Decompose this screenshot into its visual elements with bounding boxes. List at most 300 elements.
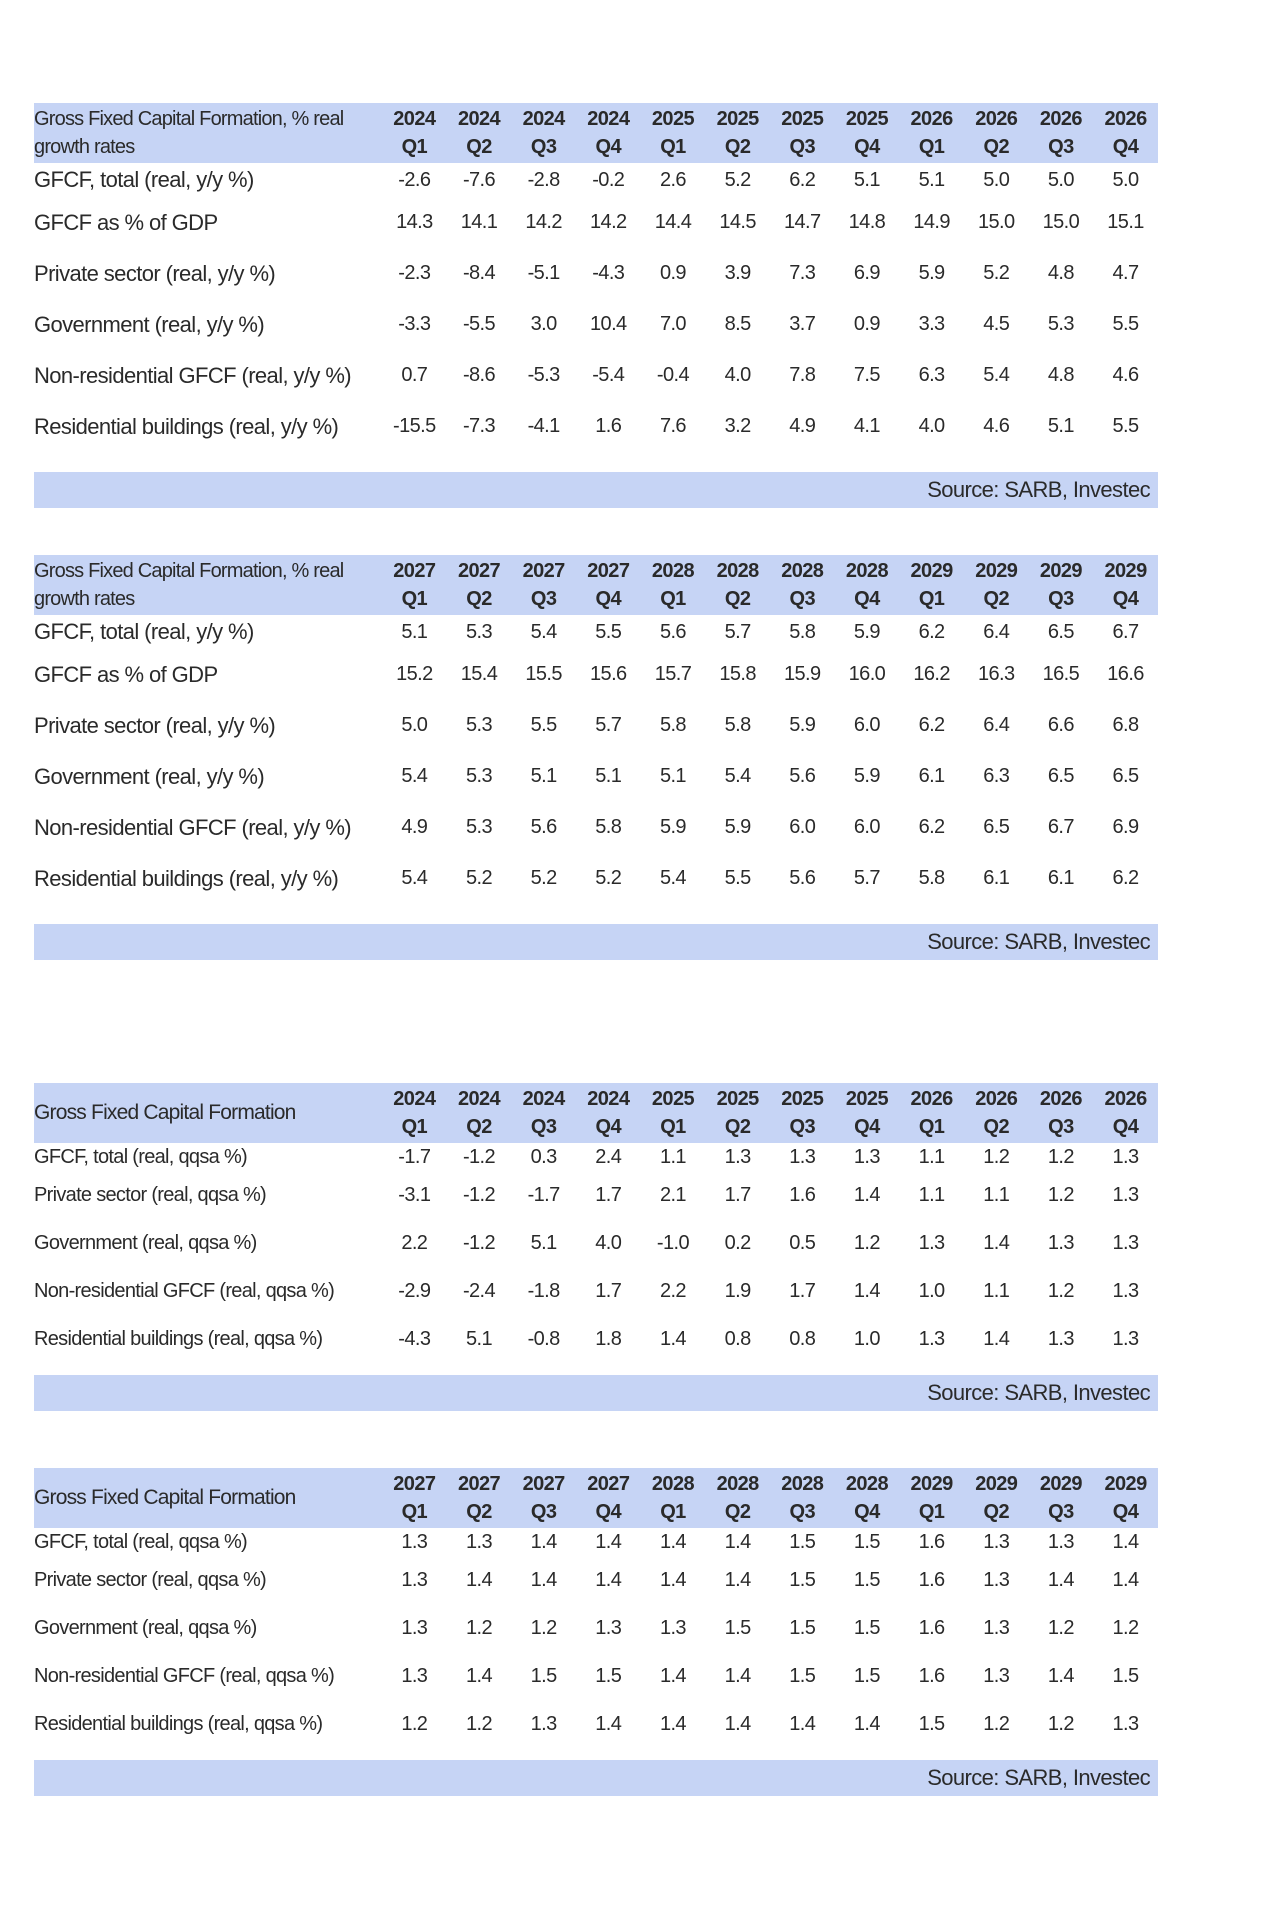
table-cell: 16.5 [1042,663,1080,685]
table-cell: 15.0 [1042,211,1080,233]
table-cell: 0.3 [530,1145,557,1168]
column-year: 2024 [587,108,630,130]
column-header [511,1085,576,1141]
table-cell: 1.5 [530,1664,557,1687]
column-header [382,1470,447,1526]
column-year: 2027 [457,1473,501,1495]
table-cell: 1.4 [595,1568,622,1591]
table-cell: 1.4 [659,1664,686,1687]
table-qqsa-2024-2026 [34,1083,1158,1411]
column-header [576,1085,641,1141]
table-cell: 6.7 [1047,816,1074,838]
column-year: 2025 [651,108,694,130]
table-cell: -15.5 [393,415,436,437]
table-cell: 0.9 [853,313,880,335]
column-quarter: Q4 [595,588,622,610]
column-header [770,557,835,613]
column-header [511,557,576,613]
table-cell: 1.5 [1112,1664,1139,1687]
table-cell: 5.4 [659,867,686,889]
table-cell: 1.4 [659,1327,686,1350]
column-year: 2026 [1104,108,1147,130]
column-year: 2029 [910,1473,953,1495]
table-cell: 14.5 [719,211,756,233]
table-cell: 1.4 [853,1183,880,1206]
column-header [1029,1085,1094,1141]
table-cell: 15.9 [784,663,821,685]
table-cell: 5.5 [1112,415,1139,437]
table-cell: 4.5 [983,313,1010,335]
table-cell: 5.3 [465,714,492,736]
table-cell: 4.9 [789,415,816,437]
column-quarter: Q1 [401,1116,428,1138]
table-cell: 6.1 [918,765,945,787]
table-cell: 6.3 [918,364,945,386]
column-header [576,1470,641,1526]
table-cell: 1.4 [1112,1568,1139,1591]
column-year: 2024 [393,1088,436,1110]
table-cell: 1.4 [465,1664,492,1687]
table-cell: 1.4 [530,1568,557,1591]
table-cell: 14.2 [590,211,627,233]
table-cell: 1.1 [983,1183,1010,1206]
table-cell: 14.3 [396,211,433,233]
table-cell: -3.1 [398,1183,431,1206]
table-cell: 1.3 [1112,1145,1139,1168]
row-label: Non-residential GFCF (real, qqsa %) [34,1664,335,1687]
table-cell: 1.3 [918,1327,945,1350]
column-year: 2024 [522,108,565,130]
column-year: 2028 [716,1473,759,1495]
table-cell: 4.1 [853,415,880,437]
table-cell: 15.8 [719,663,756,685]
table-cell: -1.2 [462,1183,496,1206]
table-cell: 1.4 [789,1712,816,1735]
column-header [447,1085,512,1141]
table-cell: 1.3 [659,1616,686,1639]
column-quarter: Q1 [918,1116,945,1138]
column-year: 2029 [1104,560,1147,582]
table-cell: -5.4 [592,364,625,386]
table-cell: 15.0 [977,211,1015,233]
column-year: 2025 [781,108,824,130]
table-cell: 1.3 [1047,1530,1074,1553]
row-label: Private sector (real, qqsa %) [34,1568,267,1591]
column-year: 2024 [393,108,436,130]
table-cell: 5.2 [530,867,557,889]
table-cell: -4.3 [398,1327,431,1350]
row-label: Residential buildings (real, qqsa %) [34,1327,323,1350]
table-cell: 5.8 [724,714,751,736]
table-cell: 5.4 [983,364,1010,386]
table-cell: 5.1 [465,1327,492,1350]
table-row [34,1604,1158,1652]
table-cell: 1.3 [1112,1231,1139,1254]
table-cell: 15.1 [1107,211,1144,233]
column-quarter: Q4 [1112,1501,1139,1523]
table-cell: 1.4 [724,1530,751,1553]
column-header [899,557,964,613]
column-year: 2028 [781,1473,824,1495]
column-year: 2026 [1104,1088,1147,1110]
row-label: GFCF, total (real, qqsa %) [34,1530,247,1553]
column-header [705,1470,770,1526]
table-cell: 1.1 [983,1279,1010,1302]
table-cell: 5.8 [789,620,816,643]
table-cell: 5.2 [465,867,492,889]
table-cell: 1.3 [465,1530,492,1553]
table-cell: 6.2 [789,168,816,191]
table-cell: 5.1 [659,765,686,787]
table-cell: 3.9 [724,262,751,284]
table-cell: 0.5 [789,1231,816,1254]
table-cell: 14.2 [525,211,562,233]
table-cell: 1.7 [595,1183,622,1206]
table-cell: 1.4 [659,1568,686,1591]
table-cell: -8.6 [462,364,496,386]
column-header [770,105,835,161]
table-cell: 14.4 [654,211,692,233]
row-label: Government (real, qqsa %) [34,1231,257,1254]
column-header [705,105,770,161]
column-year: 2027 [522,560,565,582]
column-year: 2029 [1039,560,1082,582]
table-cell: 1.1 [918,1145,945,1168]
column-year: 2028 [845,1473,888,1495]
table-header [34,1468,1158,1528]
table-cell: 1.4 [595,1712,622,1735]
table-body [34,615,1158,904]
column-quarter: Q3 [789,1501,815,1523]
column-year: 2025 [845,108,888,130]
column-quarter: Q2 [466,1501,492,1523]
column-year: 2028 [651,1473,694,1495]
row-label: Non-residential GFCF (real, y/y %) [34,814,352,840]
column-header [382,105,447,161]
table-cell: -5.1 [527,262,560,284]
table-cell: -7.6 [462,168,496,191]
column-year: 2025 [716,108,759,130]
column-quarter: Q3 [530,1501,557,1523]
table-cell: 1.1 [659,1145,686,1168]
column-quarter: Q2 [466,1116,492,1138]
source-note: Source: SARB, Investec [34,472,1158,508]
column-header [705,1085,770,1141]
table-cell: -2.8 [527,168,560,191]
column-year: 2026 [975,108,1018,130]
table-cell: 14.1 [460,211,498,233]
column-quarter: Q4 [595,1116,622,1138]
table-cell: -3.3 [398,313,431,335]
table-cell: 1.3 [918,1231,945,1254]
table-cell: 5.2 [595,867,622,889]
table-cell: 3.2 [724,415,751,437]
table-cell: 7.0 [659,313,686,335]
table-body [34,163,1158,452]
row-label: Non-residential GFCF (real, qqsa %) [34,1279,335,1302]
table-cell: 1.3 [401,1664,428,1687]
column-quarter: Q1 [401,136,428,158]
column-header [1093,105,1158,161]
table-cell: 1.2 [983,1712,1010,1735]
column-header [964,1085,1029,1141]
table-cell: 1.6 [918,1530,945,1553]
column-quarter: Q3 [1048,136,1074,158]
column-quarter: Q4 [1112,588,1139,610]
column-header [382,557,447,613]
table-cell: 5.1 [401,620,428,643]
table-cell: 4.0 [595,1231,622,1254]
table-cell: 4.0 [724,364,751,386]
column-header [511,1470,576,1526]
table-cell: 6.0 [853,816,880,838]
table-cell: 1.3 [1047,1231,1074,1254]
table-cell: 5.9 [853,620,880,643]
column-quarter: Q3 [530,1116,557,1138]
table-cell: 1.6 [918,1568,945,1591]
column-quarter: Q3 [1048,588,1074,610]
column-quarter: Q1 [918,588,945,610]
column-year: 2027 [457,560,501,582]
table-cell: 6.8 [1112,714,1139,736]
table-cell: 5.6 [789,867,816,889]
column-quarter: Q1 [660,588,686,610]
table-cell: 5.9 [853,765,880,787]
table-row [34,401,1158,452]
table-cell: 6.6 [1047,714,1074,736]
table-row [34,197,1158,248]
column-quarter: Q3 [530,136,557,158]
table-cell: 8.5 [724,313,751,335]
column-quarter: Q4 [1112,1116,1139,1138]
column-header [1029,557,1094,613]
table-cell: 1.4 [659,1530,686,1553]
table-cell: -2.4 [462,1279,496,1302]
column-year: 2027 [587,1473,630,1495]
table-cell: 1.4 [595,1530,622,1553]
row-label: Residential buildings (real, y/y %) [34,413,339,439]
column-quarter: Q2 [724,1116,751,1138]
table-cell: 5.2 [983,262,1010,284]
table-yy-2024-2026 [34,103,1158,508]
column-header [447,557,512,613]
table-row [34,1267,1158,1315]
table-cell: 1.4 [659,1712,686,1735]
table-cell: 5.0 [1047,168,1074,191]
table-cell: 16.0 [848,663,886,685]
row-label: Government (real, y/y %) [34,763,265,789]
table-cell: -0.2 [592,168,625,191]
column-header [835,1470,900,1526]
table-cell: 1.5 [853,1530,880,1553]
table-cell: 1.7 [595,1279,622,1302]
column-year: 2024 [587,1088,630,1110]
column-quarter: Q4 [1112,136,1139,158]
table-cell: -2.6 [398,168,431,191]
table-cell: -1.7 [398,1145,431,1168]
table-cell: 1.2 [465,1712,492,1735]
table-cell: 1.8 [595,1327,622,1350]
column-header [899,105,964,161]
column-year: 2025 [651,1088,694,1110]
table-cell: 5.3 [465,620,492,643]
table-cell: 5.1 [530,765,557,787]
table-cell: 14.7 [784,211,821,233]
table-cell: 1.3 [983,1616,1010,1639]
table-body [34,1528,1158,1748]
table-cell: 6.9 [1112,816,1139,838]
table-cell: 1.3 [595,1616,622,1639]
table-cell: 1.3 [1112,1183,1139,1206]
table-row [34,1171,1158,1219]
table-cell: 15.4 [460,663,498,685]
table-cell: 5.1 [853,168,880,191]
table-header [34,103,1158,163]
table-cell: 1.0 [853,1327,880,1350]
table-body [34,1143,1158,1363]
table-cell: 5.8 [918,867,945,889]
table-cell: -1.2 [462,1145,496,1168]
column-year: 2027 [587,560,630,582]
source-note: Source: SARB, Investec [34,1760,1158,1796]
row-label: Government (real, y/y %) [34,311,265,337]
table-cell: 6.4 [983,714,1010,736]
table-cell: 6.2 [918,620,945,643]
table-cell: 1.5 [853,1664,880,1687]
table-cell: 14.8 [848,211,886,233]
column-header [964,557,1029,613]
table-cell: 5.4 [401,867,428,889]
table-cell: 6.0 [853,714,880,736]
table-yy-2027-2029 [34,555,1158,960]
column-header [641,1470,706,1526]
table-cell: -0.4 [656,364,689,386]
table-cell: 5.0 [1112,168,1139,191]
table-title: Gross Fixed Capital Formation, % real growth rates [34,108,344,158]
column-header [641,557,706,613]
table-cell: 5.5 [1112,313,1139,335]
table-cell: -2.3 [398,262,431,284]
table-cell: 5.8 [659,714,686,736]
table-cell: 1.7 [789,1279,816,1302]
column-quarter: Q2 [466,136,492,158]
table-cell: 3.7 [789,313,816,335]
table-cell: 15.7 [654,663,692,685]
column-year: 2025 [781,1088,824,1110]
column-header [835,557,900,613]
table-cell: 5.7 [724,620,751,643]
column-year: 2026 [910,1088,953,1110]
table-row [34,649,1158,700]
table-cell: 16.2 [913,663,950,685]
row-label: GFCF, total (real, y/y %) [34,167,254,192]
table-cell: 5.8 [595,816,622,838]
table-cell: 1.4 [530,1530,557,1553]
table-cell: 1.2 [1047,1712,1074,1735]
table-cell: 5.0 [983,168,1010,191]
column-quarter: Q2 [983,136,1009,158]
column-header [835,105,900,161]
table-cell: 5.0 [401,714,428,736]
table-cell: 1.2 [530,1616,557,1639]
row-label: GFCF, total (real, y/y %) [34,619,254,644]
table-cell: 1.2 [1047,1145,1074,1168]
column-year: 2029 [975,1473,1018,1495]
table-cell: 5.5 [724,867,751,889]
table-cell: 6.5 [1047,765,1074,787]
table-row [34,615,1158,649]
table-cell: 1.2 [1047,1616,1074,1639]
table-cell: 5.3 [465,765,492,787]
table-cell: -8.4 [462,262,496,284]
table-cell: 1.3 [1112,1327,1139,1350]
table-cell: 1.4 [724,1568,751,1591]
column-quarter: Q2 [724,1501,751,1523]
table-cell: 1.4 [465,1568,492,1591]
table-row [34,350,1158,401]
table-cell: 5.7 [595,714,622,736]
column-year: 2028 [781,560,824,582]
table-cell: -2.9 [398,1279,431,1302]
table-cell: 5.3 [465,816,492,838]
table-cell: 6.3 [983,765,1010,787]
table-cell: 5.1 [918,168,945,191]
table-cell: 6.2 [918,816,945,838]
column-header [964,105,1029,161]
column-quarter: Q4 [595,136,622,158]
column-year: 2029 [1104,1473,1147,1495]
column-year: 2029 [1039,1473,1082,1495]
row-label: Residential buildings (real, y/y %) [34,865,339,891]
row-label: Private sector (real, qqsa %) [34,1183,267,1206]
row-label: Non-residential GFCF (real, y/y %) [34,362,352,388]
table-cell: -1.0 [656,1231,689,1254]
table-cell: 1.2 [1047,1183,1074,1206]
table-cell: 1.3 [1047,1327,1074,1350]
table-cell: 6.2 [918,714,945,736]
table-row [34,1700,1158,1748]
column-header [641,1085,706,1141]
table-cell: 5.9 [789,714,816,736]
table-header [34,1083,1158,1143]
column-quarter: Q4 [854,588,880,610]
table-cell: 2.4 [595,1145,622,1168]
column-year: 2026 [1039,108,1082,130]
table-cell: 1.7 [724,1183,751,1206]
column-header [964,1470,1029,1526]
column-quarter: Q2 [983,588,1009,610]
table-cell: 1.3 [983,1664,1010,1687]
table-cell: 1.4 [724,1712,751,1735]
table-cell: 1.5 [789,1616,816,1639]
table-cell: 1.3 [401,1568,428,1591]
column-quarter: Q3 [1048,1116,1074,1138]
table-row [34,1528,1158,1556]
column-quarter: Q1 [918,1501,945,1523]
column-year: 2026 [1039,1088,1082,1110]
table-cell: 1.5 [595,1664,622,1687]
table-cell: 2.2 [659,1279,686,1302]
column-quarter: Q3 [1048,1501,1074,1523]
table-cell: 5.4 [724,765,751,787]
column-year: 2026 [910,108,953,130]
table-cell: 7.8 [789,364,816,386]
column-quarter: Q4 [854,136,880,158]
table-row [34,1219,1158,1267]
table-cell: 1.9 [724,1279,751,1302]
table-cell: 1.4 [1047,1568,1074,1591]
table-cell: 5.5 [595,620,622,643]
